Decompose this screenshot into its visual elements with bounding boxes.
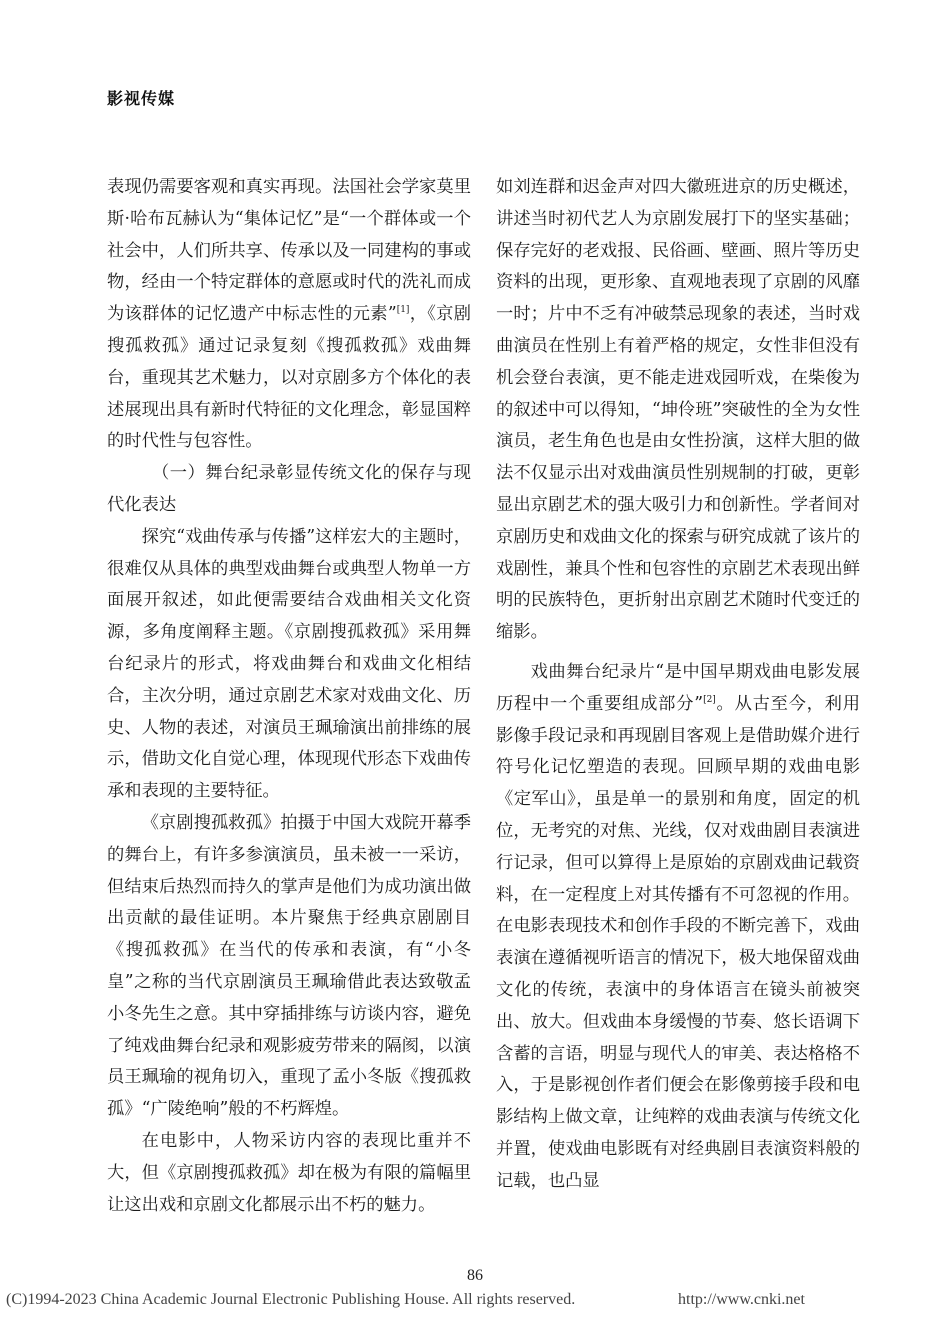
section-title: 影视传媒	[107, 89, 176, 108]
citation-1[interactable]: [1]	[396, 305, 410, 316]
right-paragraph-1: 如刘连群和迟金声对四大徽班进京的历史概述，讲述当时初代艺人为京剧发展打下的坚实基础；保存完好的老戏报、民俗画、壁画、照片等历史资料的出现，更形象、直观地表现了京剧的风靡一时；片中不乏有冲破禁忌现象的表述，当时戏曲演员在性别上有着严格的规定，女性非但没有机会登台表演，更不能走进戏园听戏，在柴俊为的叙述中可以得知，“坤伶班”突破性的全为女性演员，老生角色也是由女性扮演，这样大胆的做法不仅显示出对戏曲演员性别规制的打破，更彰显出京剧艺术的强大吸引力和创新性。学者间对京剧历史和戏曲文化的探索与研究成就了该片的戏剧性，兼具个性和包容性的京剧艺术表现出鲜明的民族特色，更折射出京剧艺术随时代变迁的缩影。	[496, 177, 860, 643]
section-subheading: （一）舞台纪录彰显传统文化的保存与现代化表达	[107, 463, 471, 515]
left-column	[107, 172, 471, 1221]
right-paragraph-2-text: 戏曲舞台纪录片“是中国早期戏曲电影发展历程中一个重要组成部分”	[496, 661, 860, 714]
left-paragraph-4: 在电影中，人物采访内容的表现比重并不大，但《京剧搜孤救孤》却在极为有限的篇幅里让这出戏和京剧文化都展示出不朽的魅力。	[107, 1130, 471, 1215]
page-number: 86	[467, 1267, 483, 1284]
left-paragraph-1	[107, 172, 471, 458]
left-paragraph-3: 《京剧搜孤救孤》拍摄于中国大戏院开幕季的舞台上，有许多参演演员，虽未被一一采访，但结束后热烈而持久的掌声是他们为成功演出做出贡献的最佳证明。本片聚焦于经典京剧剧目《搜孤救孤》在当代的传承和表演，有“小冬皇”之称的当代京剧演员王珮瑜借此表达致敬孟小冬先生之意。其中穿插排练与访谈内容，避免了纯戏曲舞台纪录和观影疲劳带来的隔阂，以演员王珮瑜的视角切入，重现了孟小冬版《搜孤救孤》“广陵绝响”般的不朽辉煌。	[107, 812, 471, 1120]
publisher-url[interactable]: http://www.cnki.net	[678, 1291, 805, 1308]
right-paragraph-2	[496, 657, 860, 1198]
copyright-notice: (C)1994-2023 China Academic Journal Electronic Publishing House. All rights reserved.	[6, 1291, 576, 1308]
left-paragraph-1-text: 表现仍需要客观和真实再现。法国社会学家莫里斯·哈布瓦赫认为“集体记忆”是“一个群体或一个社会中，人们所共享、传承以及一同建构的事或物，经由一个特定群体的意愿或时代的洗礼而成为该群体的记忆遗产中标志性的元素”	[107, 177, 471, 325]
right-paragraph-2-tail: 。从古至今，利用影像手段记录和再现剧目客观上是借助媒介进行符号化记忆塑造的表现。回顾早期的戏曲电影《定军山》，虽是单一的景别和角度，固定的机位，无考究的对焦、光线，仅对戏曲剧目表演进行记录，但可以算得上是原始的京剧戏曲记载资料，在一定程度上对其传播有不可忽视的作用。在电影表现技术和创作手段的不断完善下，戏曲表演在遵循视听语言的情况下，极大地保留戏曲文化的传统，表演中的身体语言在镜头前被突出、放大。但戏曲本身缓慢的节奏、悠长语调下含蓄的言语，明显与现代人的审美、表达格格不入，于是影视创作者们便会在影像剪接手段和电影结构上做文章，让纯粹的戏曲表演与传统文化并置，使戏曲电影既有对经典剧目表演资料般的记载，也凸显	[496, 693, 860, 1191]
citation-2[interactable]: [2]	[703, 694, 716, 705]
left-paragraph-2: 探究“戏曲传承与传播”这样宏大的主题时，很难仅从具体的典型戏曲舞台或典型人物单一方面展开叙述，如此便需要结合戏曲相关文化资源，多角度阐释主题。《京剧搜孤救孤》采用舞台纪录片的形式，将戏曲舞台和戏曲文化相结合，主次分明，通过京剧艺术家对戏曲文化、历史、人物的表述，对演员王珮瑜演出前排练的展示，借助文化自觉心理，体现现代形态下戏曲传承和表现的主要特征。	[107, 526, 471, 802]
left-paragraph-1-tail: ，《京剧搜孤救孤》通过记录复刻《搜孤救孤》戏曲舞台，重现其艺术魅力，以对京剧多方个体化的表述展现出具有新时代特征的文化理念，彰显国粹的时代性与包容性。	[107, 304, 472, 452]
right-column	[496, 172, 860, 1198]
